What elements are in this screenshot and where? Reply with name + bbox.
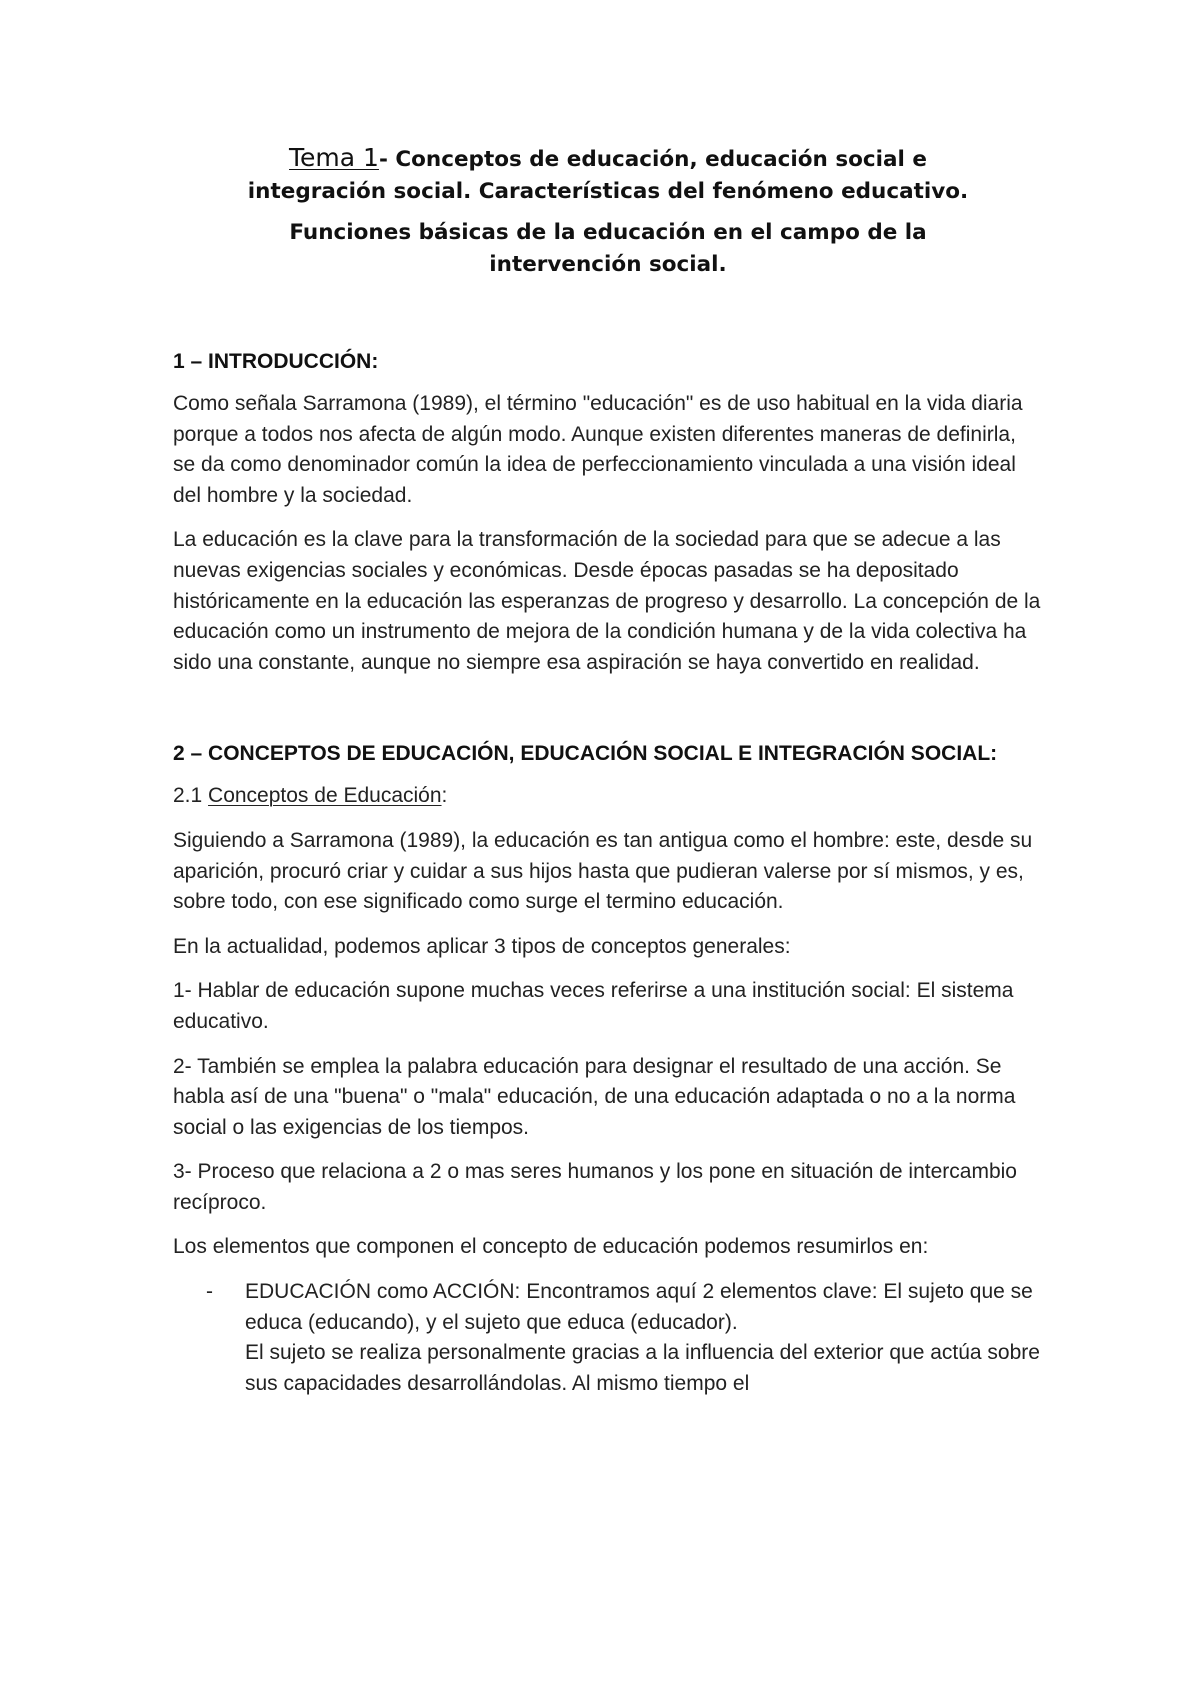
subsection-2-1-heading [173,781,1043,812]
document-title [173,142,1043,281]
section-2-paragraph-6: Los elementos que componen el concepto de educación podemos resumirlos en: [173,1235,929,1259]
section-1-paragraph-2: La educación es la clave para la transformación de la sociedad para que se adecue a las nuevas exigencias sociales y económicas. Desde épocas pasadas se ha depositado históricamente en la educación las esperanzas de progreso y desarrollo. La concepción de la educación como un instrumento de mejora de la condición humana y de la vida colectiva ha sido una constante, aunque no siempre esa aspiración se haya convertido en realidad. [173,528,1041,674]
section-2-paragraph-4: 2- También se emplea la palabra educación para designar el resultado de una acción. Se habla así de una "buena" o "mala" educación, de una educación adaptada o no a la norma social o las exigencias de los tiempos. [173,1054,1016,1139]
document-content [173,142,1043,1399]
section-2-paragraph-1: Siguiendo a Sarramona (1989), la educación es tan antigua como el hombre: este, desde su aparición, procuró criar y cuidar a sus hijos hasta que pudieran valerse por sí mismos, y es, sobre todo, con ese significado como surge el termino educación. [173,828,1033,914]
section-2-paragraph-3: 1- Hablar de educación supone muchas veces referirse a una institución social: El sistema educativo. [173,979,1014,1033]
bullet-line-1: EDUCACIÓN como ACCIÓN: Encontramos aquí 2 elementos clave: El sujeto que se educa (educando), y el sujeto que educa (educador). [245,1280,1033,1334]
subsection-number: 2.1 [173,784,209,808]
bullet-dash: - [206,1280,213,1304]
section-2-paragraph-5: 3- Proceso que relaciona a 2 o mas seres humanos y los pone en situación de intercambio recíproco. [173,1160,1017,1214]
list-item [173,1277,1043,1399]
title-line-2: integración social. Características del fenómeno educativo. [247,179,969,204]
bullet-list [173,1277,1043,1399]
section-2-paragraph-2: En la actualidad, podemos aplicar 3 tipos de conceptos generales: [173,934,791,958]
subtitle-line-2: intervención social. [489,252,727,277]
title-line-1 [173,142,1043,176]
title-line-1-rest: - Conceptos de educación, educación social e [378,147,927,172]
section-2-heading: 2 – CONCEPTOS DE EDUCACIÓN, EDUCACIÓN SOCIAL E INTEGRACIÓN SOCIAL: [173,742,998,766]
section-1-heading: 1 – INTRODUCCIÓN: [173,350,379,373]
title-tema: Tema 1 [289,143,379,172]
subtitle-line-1: Funciones básicas de la educación en el campo de la [289,220,927,245]
bullet-line-2: El sujeto se realiza personalmente gracias a la influencia del exterior que actúa sobre sus capacidades desarrollándolas. Al mismo tiempo el [245,1341,1040,1395]
subsection-title: Conceptos de Educación [208,784,442,808]
section-1-paragraph-1: Como señala Sarramona (1989), el término "educación" es de uso habitual en la vida diaria porque a todos nos afecta de algún modo. Aunque existen diferentes maneras de definirla, se da como denominador común la idea de perfeccionamiento vinculada a una visión ideal del hombre y la sociedad. [173,392,1023,507]
subsection-colon: : [441,784,448,808]
